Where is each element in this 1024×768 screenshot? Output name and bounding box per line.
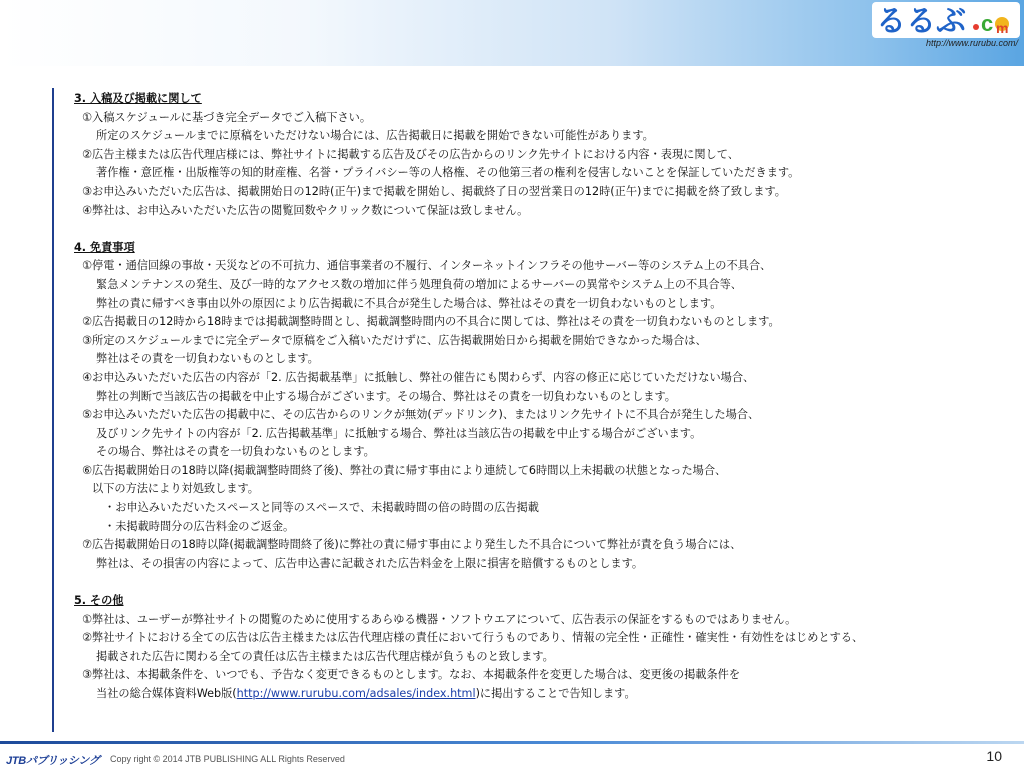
copyright-text: Copy right © 2014 JTB PUBLISHING ALL Rights Reserved <box>110 754 345 764</box>
terms-line: 弊社の責に帰すべき事由以外の原因により広告掲載に不具合が発生した場合は、弊社はその責を一切負わないものとします。 <box>96 296 722 310</box>
terms-line: ③所定のスケジュールまでに完全データで原稿をご入稿いただけずに、広告掲載開始日から掲載を開始できなかった場合は、 <box>82 333 707 347</box>
terms-line: 及びリンク先サイトの内容が「2. 広告掲載基準」に抵触する場合、弊社は当該広告の掲載を中止する場合がございます。 <box>96 426 702 440</box>
section-title-submission: 3. 入稿及び掲載に関して <box>74 92 202 105</box>
terms-line: ④お申込みいただいた広告の内容が「2. 広告掲載基準」に抵触し、弊社の催告にも関わらず、内容の修正に応じていただけない場合、 <box>82 370 755 384</box>
terms-line: ①入稿スケジュールに基づき完全データでご入稿下さい。 <box>82 110 372 124</box>
terms-line: ②広告主様または広告代理店様には、弊社サイトに掲載する広告及びその広告からのリンク先サイトにおける内容・表現に関して、 <box>82 147 739 161</box>
terms-line: ・お申込みいただいたスペースと同等のスペースで、未掲載時間の倍の時間の広告掲載 <box>104 501 539 515</box>
terms-line: ⑥広告掲載開始日の18時以降(掲載調整時間終了後)、弊社の責に帰す事由により連続して6時間以上未掲載の状態となった場合、 <box>82 463 727 477</box>
terms-line: 緊急メンテナンスの発生、及び一時的なアクセス数の増加に伴う処理負荷の増加によるサーバーの異常やシステム上の不具合等、 <box>96 277 742 291</box>
terms-line: ③弊社は、本掲載条件を、いつでも、予告なく変更できるものとします。なお、本掲載条件を変更した場合は、変更後の掲載条件を <box>82 668 741 682</box>
link-suffix-text: )に掲出することで告知します。 <box>475 687 636 700</box>
footer-bar <box>0 741 1024 744</box>
svg-text:るるぶ: るるぶ <box>876 5 966 38</box>
left-accent-line <box>52 88 54 732</box>
terms-line: ②広告掲載日の12時から18時までは掲載調整時間とし、掲載調整時間内の不具合に関しては、弊社はその責を一切負わないものとします。 <box>82 315 780 329</box>
terms-line: その場合、弊社はその責を一切負わないものとします。 <box>96 445 375 459</box>
terms-line: ④弊社は、お申込みいただいた広告の閲覧回数やクリック数について保証は致しません。 <box>82 203 529 217</box>
terms-line: ⑤お申込みいただいた広告の掲載中に、その広告からのリンクが無効(デッドリンク)、またはリンク先サイトに不具合が発生した場合、 <box>82 408 760 422</box>
svg-text:c: c <box>981 11 994 36</box>
terms-line: 著作権・意匠権・出版権等の知的財産権、名誉・プライバシー等の人格権、その他第三者の権利を侵害しないことを保証していただきます。 <box>96 166 800 180</box>
terms-line: ①弊社は、ユーザーが弊社サイトの閲覧のために使用するあらゆる機器・ソフトウエアについて、広告表示の保証をするものではありません。 <box>82 612 797 626</box>
page-number: 10 <box>986 748 1002 764</box>
terms-line: 以下の方法により対処致します。 <box>92 482 259 496</box>
terms-line: ①停電・通信回線の事故・天災などの不可抗力、通信事業者の不履行、インターネットインフラその他サーバー等のシステム上の不具合、 <box>82 259 772 273</box>
jtb-publishing-logo: JTBパブリッシング <box>6 755 100 767</box>
terms-line: 弊社は、その損害の内容によって、広告申込書に記載された広告料金を上限に損害を賠償するものとします。 <box>96 556 644 570</box>
section-title-other: 5. その他 <box>74 594 124 608</box>
site-url[interactable]: http://www.rurubu.com/ <box>925 38 1018 48</box>
terms-line: 所定のスケジュールまでに原稿をいただけない場合には、広告掲載日に掲載を開始できない可能性があります。 <box>96 129 654 143</box>
rurubu-logo[interactable] <box>872 2 1020 38</box>
terms-line: 弊社はその責を一切負わないものとします。 <box>96 352 319 366</box>
section-title-disclaimer: 4. 免責事項 <box>74 240 135 254</box>
terms-line-with-link <box>74 685 1004 704</box>
spacer <box>74 573 1004 592</box>
terms-line: 弊社の判断で当該広告の掲載を中止する場合がございます。その場合、弊社はその責を一切負わないものとします。 <box>96 389 676 403</box>
rurubu-logo-image <box>872 2 1020 38</box>
terms-content <box>74 90 1004 704</box>
terms-line: ⑦広告掲載開始日の18時以降(掲載調整時間終了後)に弊社の責に帰す事由により発生した不具合について弊社が責を負う場合には、 <box>82 538 742 552</box>
terms-line: ③お申込みいただいた広告は、掲載開始日の12時(正午)まで掲載を開始し、掲載終了日の翌営業日の12時(正午)までに掲載を終了致します。 <box>82 184 786 198</box>
terms-line: ・未掲載時間分の広告料金のご返金。 <box>104 519 295 533</box>
spacer <box>74 220 1004 239</box>
link-prefix-text: 当社の総合媒体資料Web版( <box>96 687 237 700</box>
header-band <box>0 0 1024 66</box>
terms-line: 掲載された広告に関わる全ての責任は広告主様または広告代理店様が負うものと致します。 <box>96 649 554 663</box>
adsales-link[interactable]: http://www.rurubu.com/adsales/index.html <box>236 687 476 700</box>
svg-text:m: m <box>996 20 1009 36</box>
terms-line: ②弊社サイトにおける全ての広告は広告主様または広告代理店様の責任において行うものであり、情報の完全性・正確性・確実性・有効性をはじめとする、 <box>82 631 864 645</box>
